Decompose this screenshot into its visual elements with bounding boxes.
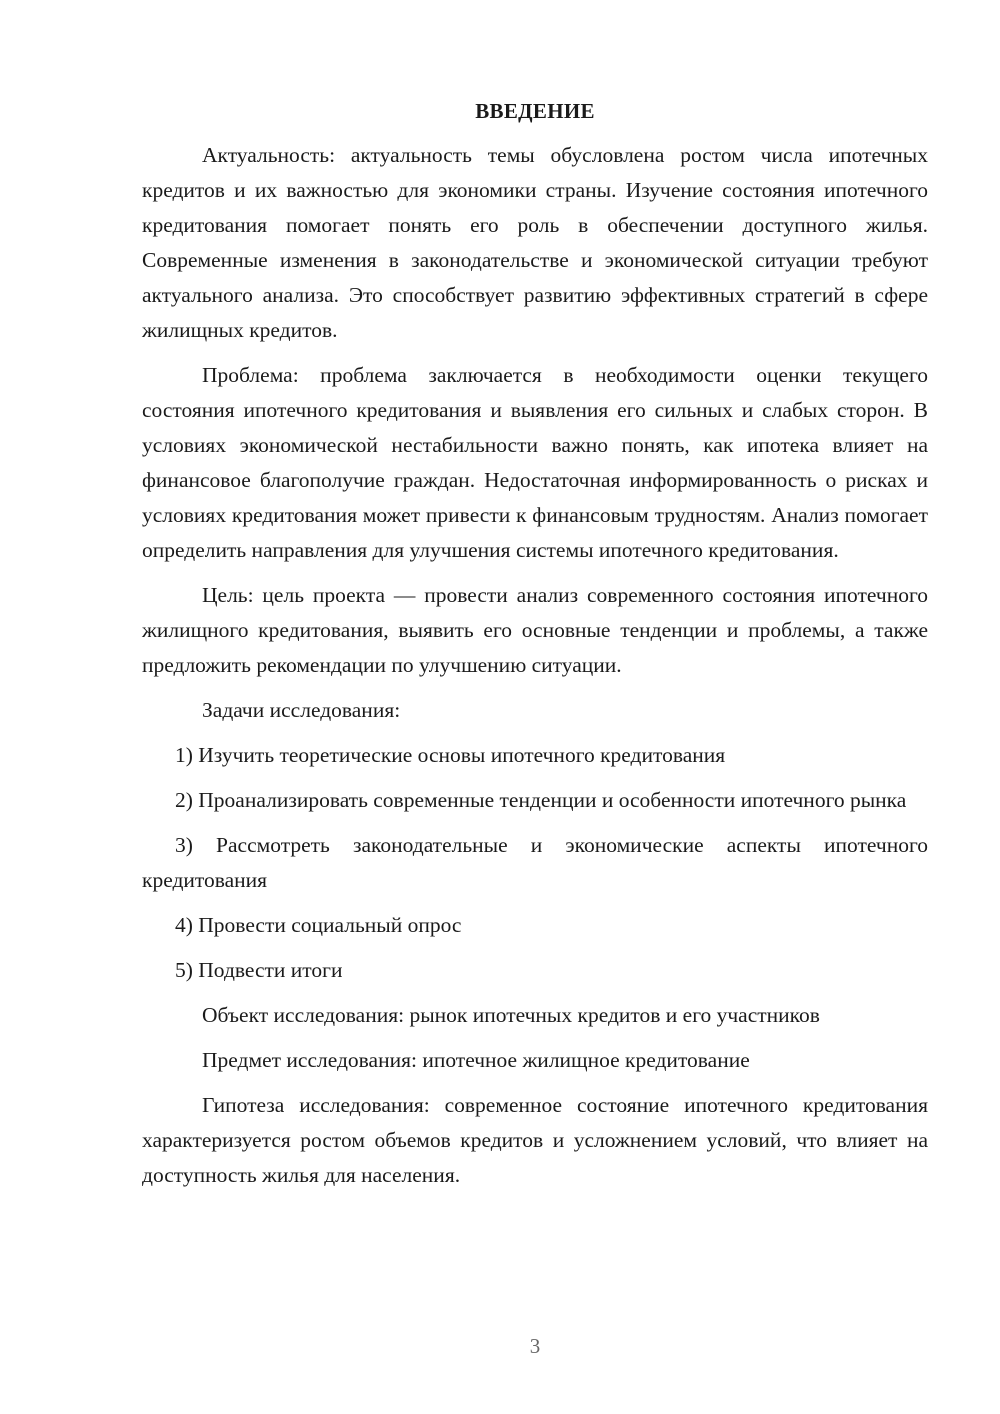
research-hypothesis: Гипотеза исследования: современное состояние ипотечного кредитования характеризуется ростом объемов кредитов и усложнением условий, что влияет на доступность жилья для населения. [142, 1093, 928, 1187]
paragraph-relevance: Актуальность: актуальность темы обусловлена ростом числа ипотечных кредитов и их важностью для экономики страны. Изучение состояния ипотечного кредитования помогает понять его роль в обеспечении доступного жилья. Современные изменения в законодательстве и экономической ситуации требуют актуального анализа. Это способствует развитию эффективных стратегий в сфере жилищных кредитов. [142, 143, 928, 342]
page-number: 3 [529, 1334, 541, 1358]
task-item-2: 2) Проанализировать современные тенденции и особенности ипотечного рынка [175, 788, 907, 812]
paragraph-goal: Цель: цель проекта — провести анализ современного состояния ипотечного жилищного кредитования, выявить его основные тенденции и проблемы, а также предложить рекомендации по улучшению ситуации. [142, 583, 928, 677]
research-object: Объект исследования: рынок ипотечных кредитов и его участников [202, 1003, 820, 1027]
page-title: ВВЕДЕНИЕ [475, 99, 595, 123]
task-item-5: 5) Подвести итоги [175, 958, 343, 982]
research-subject: Предмет исследования: ипотечное жилищное кредитование [202, 1048, 750, 1072]
paragraph-problem: Проблема: проблема заключается в необходимости оценки текущего состояния ипотечного кредитования и выявления его сильных и слабых сторон. В условиях экономической нестабильности важно понять, как ипотека влияет на финансовое благополучие граждан. Недостаточная информированность о рисках и условиях кредитования может привести к финансовым трудностям. Анализ помогает определить направления для улучшения системы ипотечного кредитования. [142, 363, 928, 562]
document-page [142, 96, 928, 1203]
tasks-heading: Задачи исследования: [202, 698, 401, 722]
task-item-4: 4) Провести социальный опрос [175, 913, 462, 937]
task-item-1: 1) Изучить теоретические основы ипотечного кредитования [175, 743, 726, 767]
task-item-3: 3) Рассмотреть законодательные и экономические аспекты ипотечного кредитования [142, 833, 928, 892]
